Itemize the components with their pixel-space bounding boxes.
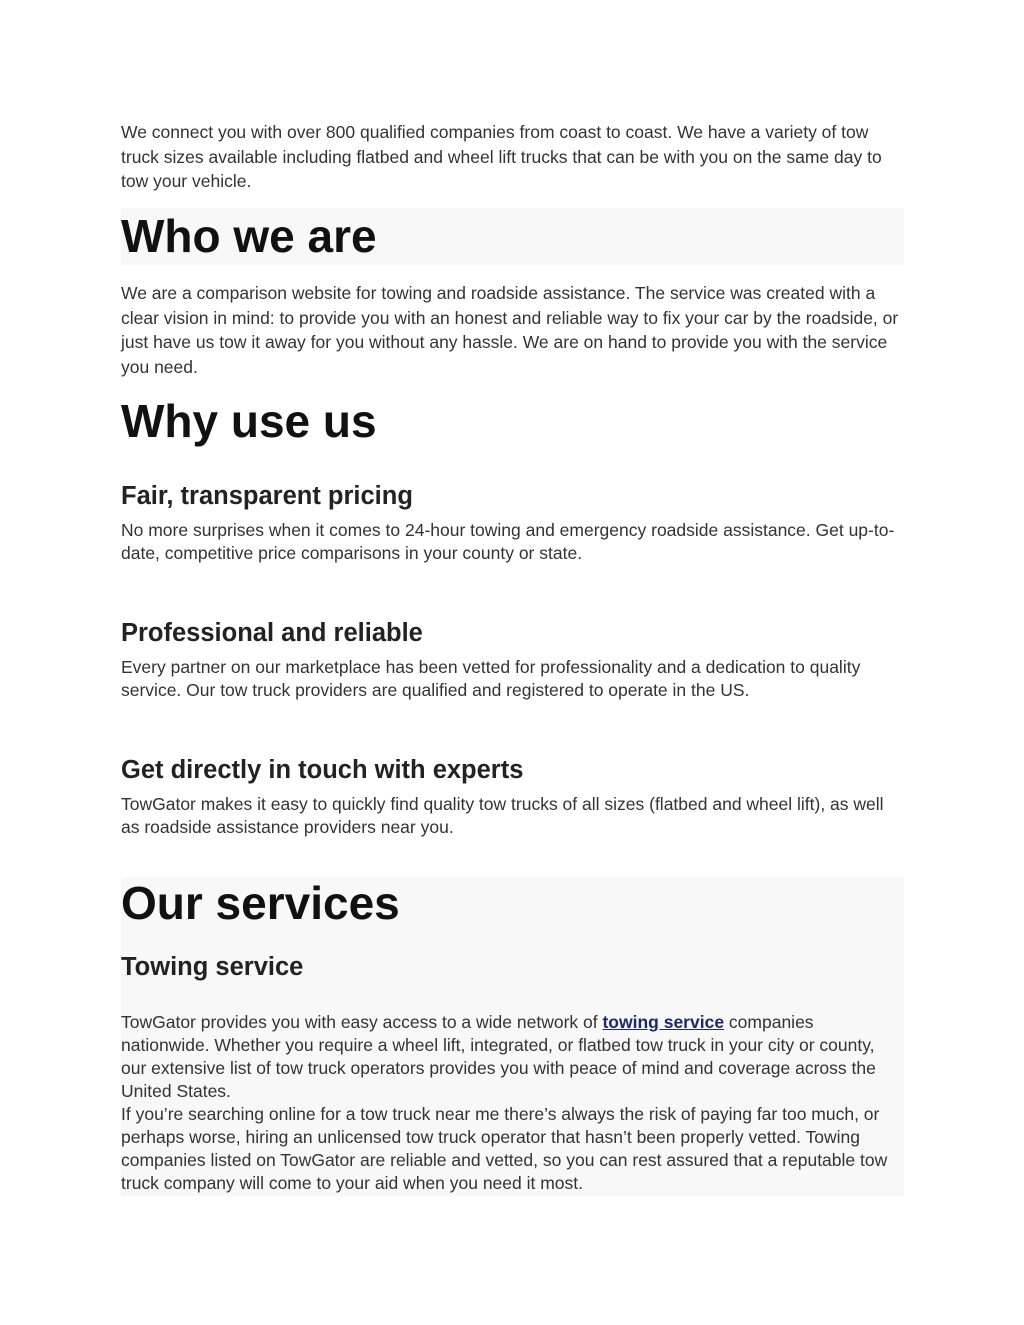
towing-service-paragraph-1 — [121, 1011, 904, 1103]
why-use-us-heading: Why use us — [121, 395, 377, 447]
intro-paragraph: We connect you with over 800 qualified companies from coast to coast. We have a variety of tow truck sizes available including flatbed and wheel lift trucks that can be with you on the same day to tow your vehicle. — [121, 122, 882, 191]
towing-service-heading: Towing service — [121, 953, 304, 981]
feature-pricing-paragraph: No more surprises when it comes to 24-hour towing and emergency roadside assistance. Get up-to-date, competitive price comparisons in your county or state. — [121, 520, 895, 563]
towing-service-paragraph-2: If you’re searching online for a tow truck near me there’s always the risk of paying far too much, or perhaps worse, hiring an unlicensed tow truck operator that hasn’t been properly vetted. Towing companies listed on TowGator are reliable and vetted, so you can rest assured that a reputable tow truck company will come to your aid when you need it most. — [121, 1104, 888, 1193]
who-we-are-paragraph: We are a comparison website for towing and roadside assistance. The service was created with a clear vision in mind: to provide you with an honest and reliable way to fix your car by the roadside, or just have us tow it away for you without any hassle. We are on hand to provide you with the service you need. — [121, 283, 899, 377]
towing-para1-end: companies nationwide. Whether you require a wheel lift, integrated, or flatbed tow truck in your city or county, our extensive list of tow truck operators provides you with peace of mind and coverage across the United States. — [121, 1012, 876, 1101]
towing-para1-start: TowGator provides you with easy access to a wide network of — [121, 1012, 603, 1032]
feature-reliable-paragraph: Every partner on our marketplace has been vetted for professionality and a dedication to quality service. Our tow truck providers are qualified and registered to operate in the US. — [121, 657, 861, 700]
who-we-are-heading: Who we are — [121, 210, 377, 262]
feature-pricing-heading: Fair, transparent pricing — [121, 482, 413, 510]
feature-reliable-heading: Professional and reliable — [121, 619, 423, 647]
feature-experts-paragraph: TowGator makes it easy to quickly find quality tow trucks of all sizes (flatbed and wheel lift), as well as roadside assistance providers near you. — [121, 794, 884, 837]
towing-service-link[interactable]: towing service — [602, 1012, 725, 1032]
our-services-heading: Our services — [121, 877, 400, 929]
feature-experts-heading: Get directly in touch with experts — [121, 756, 524, 784]
towing-service-text — [121, 1011, 904, 1195]
